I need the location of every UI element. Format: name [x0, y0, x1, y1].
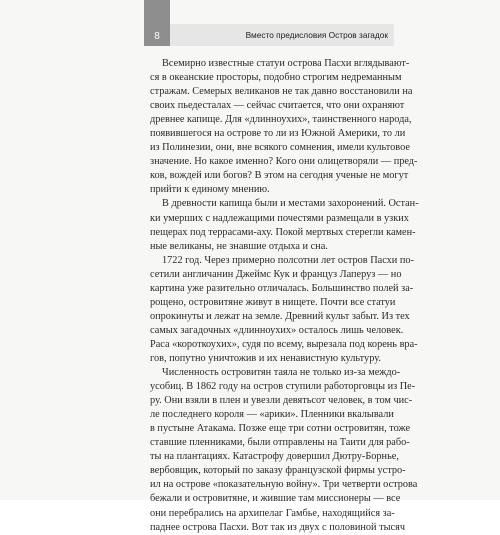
text-line: опрокинуты и лежат на земле. Древний культ забыт. Из тех [150, 310, 410, 322]
text-line: Численность островитян таяла не только из-за междо- [162, 367, 401, 379]
running-title: Вместо предисловия Остров загадок [170, 24, 394, 46]
text-line: своих пьедесталах — сейчас считается, что они охраняют [150, 100, 405, 112]
text-line: ные великаны, не знавшие отдыха и сна. [150, 240, 328, 252]
text-line: ков, вождей или богов? В этом на сегодня ученые не могут [150, 170, 409, 182]
text-line: стражам. Семерых великанов не так давно восстановили на [150, 86, 413, 98]
text-line: усобиц. В 1862 году на остров ступили работорговцы из Пе- [150, 381, 416, 393]
text-line: гов, попутно уничтожив и их ненавистную культуру. [150, 352, 381, 364]
paragraph [150, 254, 418, 366]
text-line: вербовщик, который по заказу французской фирмы устро- [150, 465, 406, 477]
text-line: ки умерших с надлежащими почестями размещали в узких [150, 212, 409, 224]
text-line: ру. Они взяли в плен и увезли девятьсот человек, в том чис- [150, 395, 413, 407]
text-line: бежали и островитяне, и жившие там миссионеры — все [150, 493, 401, 505]
page-number: 8 [144, 0, 170, 46]
text-line: значение. Но какое именно? Кого они олицетворяли — пред- [150, 156, 418, 168]
text-line: Раса «короткоухих», судя по всему, вырезала под корень вра- [150, 338, 418, 350]
text-line: ся в океанские просторы, подобно строгим недреманным [150, 72, 402, 84]
text-line: пещерах под террасами-аху. Покой мертвых стерегли камен- [150, 226, 416, 238]
text-line: появившегося на острове то ли из Южной Америки, то ли [150, 128, 406, 140]
paragraph [150, 57, 418, 197]
text-line: 1722 год. Через примерно полсотни лет остров Пасхи по- [162, 254, 414, 266]
text-line: прийти к единому мнению. [150, 184, 270, 196]
text-line: они перебрались на архипелаг Гамбье, находящийся за- [150, 507, 395, 519]
text-line: сетили англичанин Джеймс Кук и француз Лаперуз — но [150, 268, 402, 280]
paragraph [150, 197, 419, 253]
text-line: из Полинезии, они, вне всякого сомнения, имели культовое [150, 142, 410, 154]
text-line: Всемирно известные статуи острова Пасхи вглядывают- [162, 58, 410, 69]
text-line: В древности капища были и местами захоронений. Остан- [162, 198, 419, 210]
paragraph [150, 366, 418, 535]
page-header [144, 24, 394, 46]
text-line: ил на острове «показательную войну». Три четверти острова [150, 479, 418, 491]
text-line: ле последнего короля — «арики». Пленники вкалывали [150, 409, 394, 421]
text-line: картина уже разительно отличалась. Большинство полей за- [150, 282, 414, 294]
text-line: в пустыне Атакама. Позже еще три сотни островитян, тоже [150, 423, 411, 435]
text-line: рощено, островитяне живут в нищете. Почти все статуи [150, 296, 396, 308]
text-line: паднее острова Пасхи. Вот так из двух с половиной тысяч [150, 521, 406, 533]
text-line: ты на плантациях. Катастрофу довершил Дютру-Борнье, [150, 451, 399, 463]
text-line: самых загадочных «длинноухих» осталось лишь человек. [150, 324, 404, 336]
text-line: ставшие пленниками, были отправлены на Таити для рабо- [150, 437, 410, 449]
body-text [150, 57, 419, 535]
text-line: древнее капище. Для «длинноухих», таинственного народа, [150, 114, 412, 126]
